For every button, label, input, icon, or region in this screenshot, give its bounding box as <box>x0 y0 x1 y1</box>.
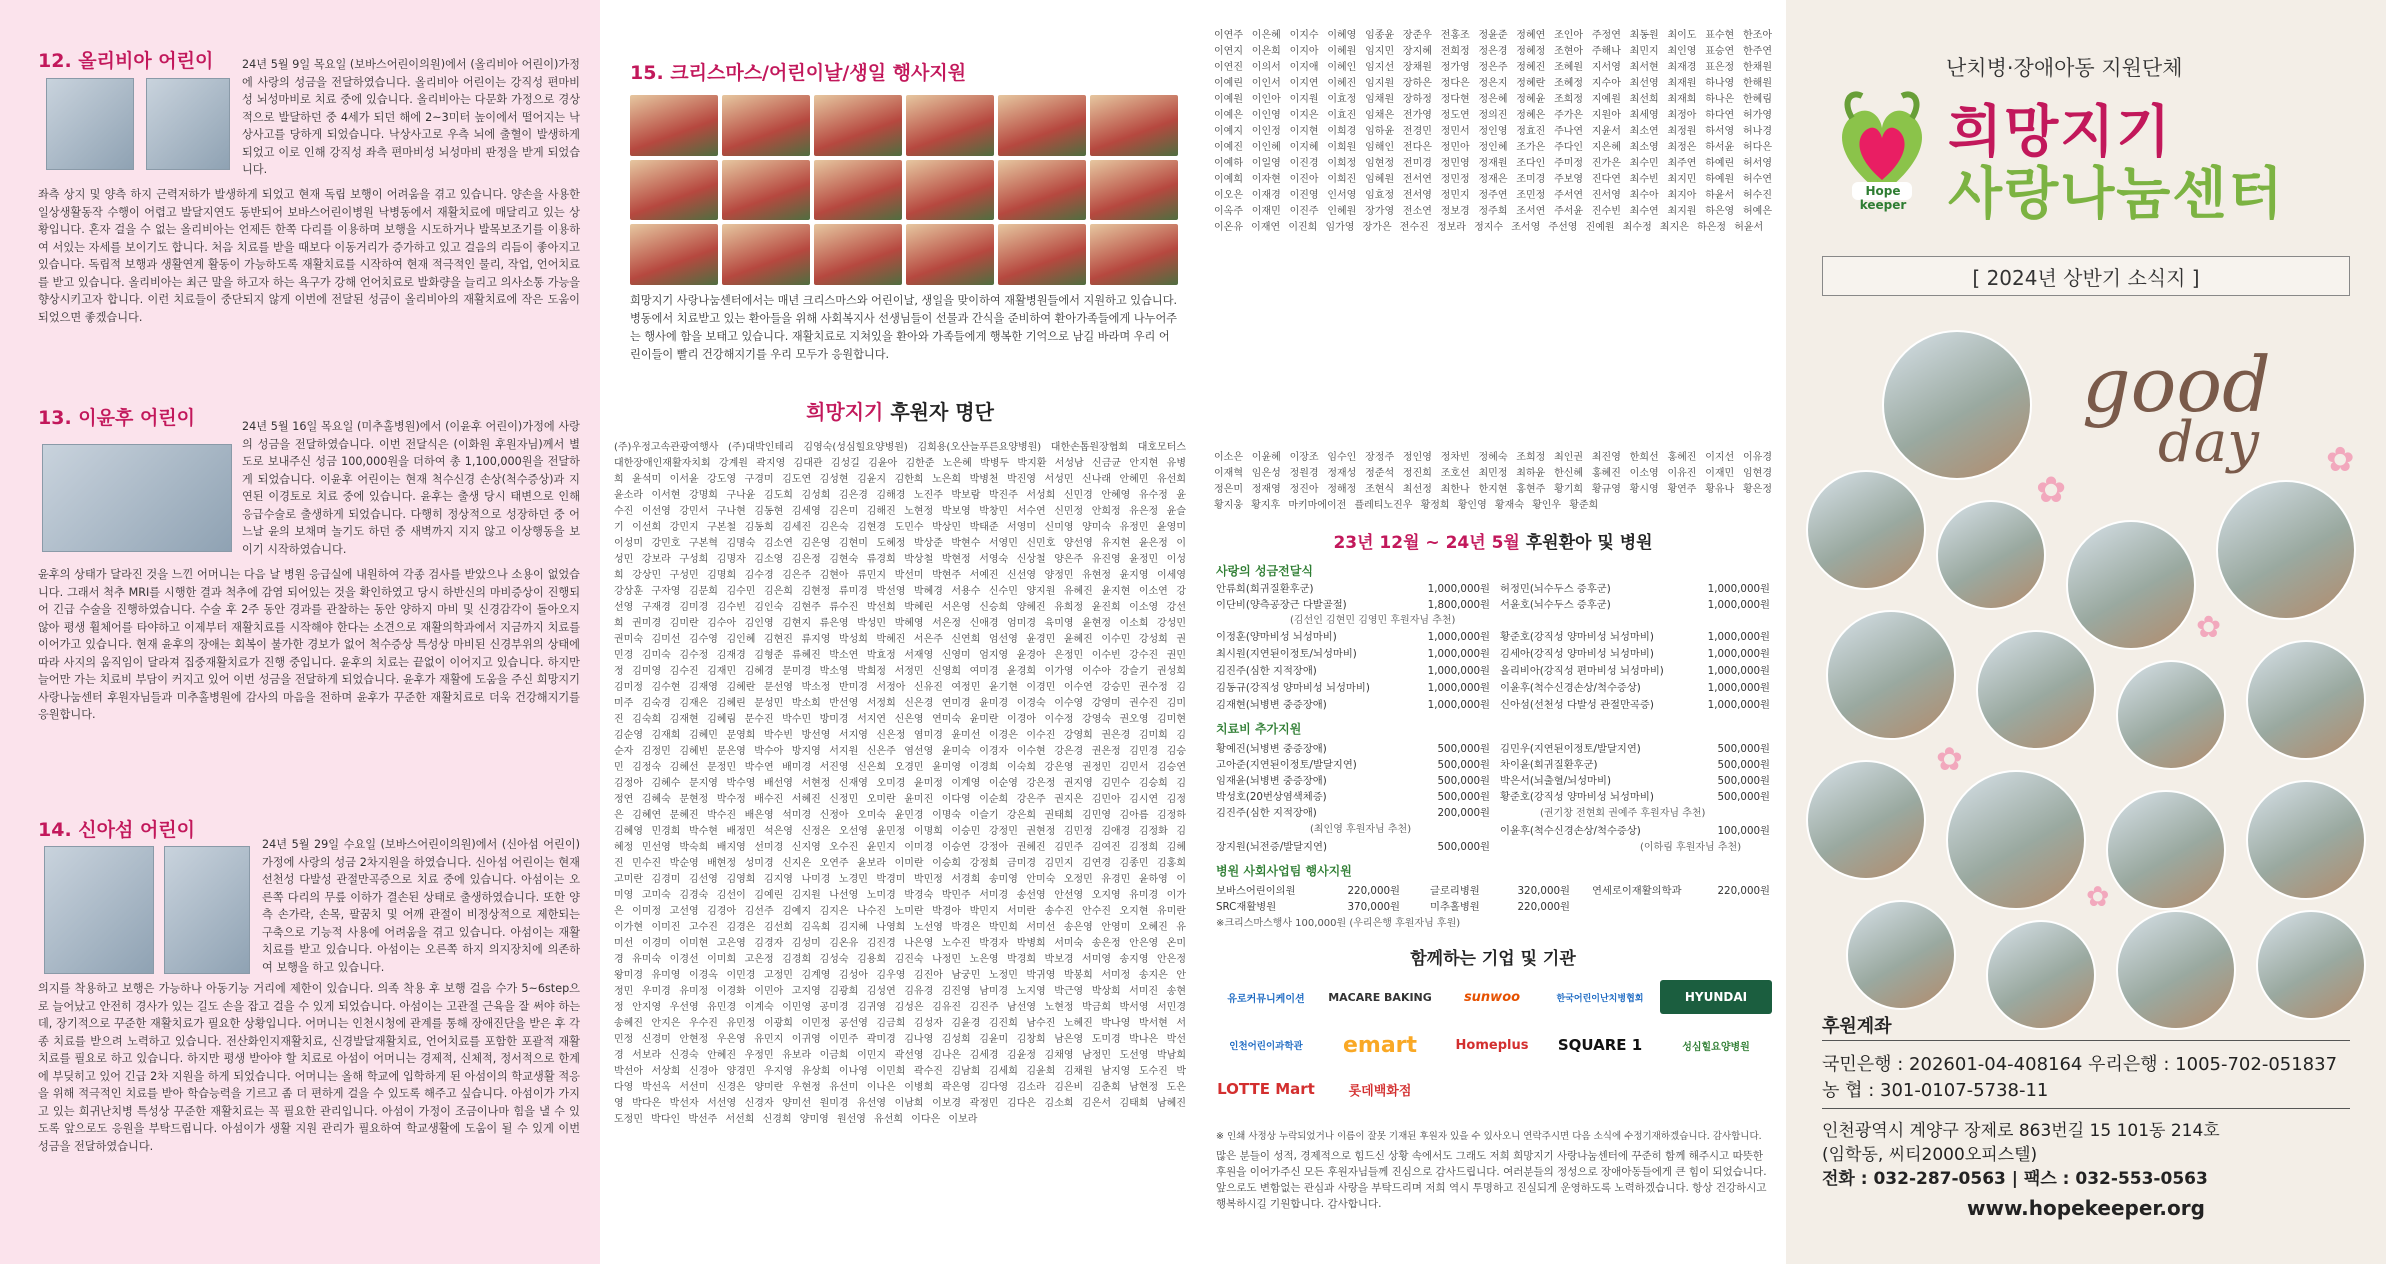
collage-photo <box>1826 610 1956 740</box>
donation-recipient: 김세아(강직성 양마비성 뇌성마비) <box>1500 648 1654 660</box>
donation-amount: 500,000원 <box>1437 841 1490 853</box>
donation-amount: 1,000,000원 <box>1427 682 1490 694</box>
donation-recipient: 김재현(뇌병변 중증장애) <box>1216 699 1327 711</box>
donation-recipient: 장지원(뇌전증/발달지연) <box>1216 841 1327 853</box>
collage-photo <box>1936 500 2046 610</box>
blossom-icon: ✿ <box>2326 440 2355 480</box>
blossom-icon: ✿ <box>2086 880 2110 913</box>
photo-olivia-1 <box>46 78 134 170</box>
collage-photo <box>2246 640 2366 760</box>
donation-recipient: 신아섬(선천성 다발성 관절만곡증) <box>1500 699 1654 711</box>
donation-recipient: 차이윤(회귀질환후군) <box>1500 759 1598 771</box>
donor-title-brand: 희망지기 <box>806 400 884 424</box>
collage-photo <box>2246 780 2366 900</box>
donation-note: (권기창 전현회 권예주 후원자님 추천) <box>1540 808 1706 819</box>
donation-amount: 220,000원 <box>1517 901 1570 913</box>
collage-photo <box>1986 920 2096 1030</box>
donation-recipient: 박은서(뇌출혈/뇌성마비) <box>1500 775 1611 787</box>
partner-logo: 한국어린이난치병협회 <box>1556 993 1644 1004</box>
partner-logo: 롯데백화점 <box>1348 1083 1412 1099</box>
address-line-2: (임학동, 씨티2000오피스텔) <box>1822 1145 2038 1165</box>
donation-amount: 1,000,000원 <box>1427 631 1490 643</box>
divider <box>1822 1040 2350 1041</box>
section-12-body: 좌측 상지 및 양측 하지 근력저하가 발생하게 되었고 현재 독립 보행이 어려움을 겪고 있습니다. 양손을 사용한 일상생활동작 수행이 어렵고 발달지연도 동반되어 보바스어린이병원 낙병동에서 재활치료에 매달리고 있는 상황입니다. 혼자 걸을 수 없는 올리비아는 언제든 한쪽 다리를 이용하며 보행을 시도하거나 발목보조기를 이용하여 서있는 자세를 보이기도 합니다. 처음 치료를 받을 때보다 이동거리가 증가하고 있고 걸음의 리듬이 좋아지고 있습니다. 독립적 보행과 생활연계 활동이 가능하도록 재활치료를 시작하여 현재 적극적인 물리, 작업, 언어치료를 받고 있습니다. 올리비아는 최근 말을 하고자 하는 욕구가 강해 언어치료로 발화량을 늘리고 의사소통 가능을 향상시키고자 합니다. 이런 치료들이 중단되지 않게 이번에 전달된 성금이 올리비아의 재활치료에 작은 도움이 되었으면 좋겠습니다. <box>38 188 580 324</box>
donation-note: (김선인 김현민 김영민 후원자님 추천) <box>1290 615 1456 626</box>
donation-recipient: 보바스어린이의원 <box>1216 885 1296 897</box>
logo-text: Hope keeper <box>1859 184 1907 212</box>
donation-recipient: 안류희(희귀질환후군) <box>1216 583 1314 595</box>
event-photo <box>722 224 810 285</box>
donation-amount: 1,000,000원 <box>1427 699 1490 711</box>
treatment-subtitle: 치료비 추가지원 <box>1216 722 1302 736</box>
event-photo <box>630 95 718 156</box>
donation-recipient: 이단비(양측공장근 다발골절) <box>1216 599 1347 611</box>
donation-amount: 220,000원 <box>1717 885 1770 897</box>
donation-recipient: 이정훈(양마비성 뇌성마비) <box>1216 631 1337 643</box>
donation-recipient: 황예진(뇌병변 중증장애) <box>1216 743 1327 755</box>
event-photo <box>998 224 1086 285</box>
donation-amount: 320,000원 <box>1517 885 1570 897</box>
section-13-title: 13. 이윤후 어린이 <box>38 407 196 429</box>
collage-photo <box>2216 480 2356 620</box>
donation-amount: 500,000원 <box>1717 759 1770 771</box>
donation-recipient: 박성호(20번상염색체증) <box>1216 791 1327 803</box>
collage-photo <box>1806 760 1926 880</box>
donor-names-list-2: 고미란 김경미 김선영 김영희 김지영 나미경 노경민 박경미 박민정 서경희 송미영 안미숙 오정민 유경민 윤하영 이미영 고미숙 김경숙 김선이 김예린 김지원 나선영 노미경 박경숙 박민주 서미경 송선영 안선영 오지영 유미경 이가은 이미정 고선영 김경아 김선주 김예지 김지은 나수진 노미란 박경아 박민지 서미란 송수진 안수진 오지현 유미란 이가현 이미진 고수진 김경은 김선희 김옥희 김지혜 나영희 노선영 박경은 박민희 서미선 송은영 안영미 오혜진 유미선 이경미 이미현 고은영 김경자 김성미 김온유 김진경 나은영 노수진 박경자 박병희 서미숙 송은정 안은영 온미경 유미숙 이경선 이미희 고은정 김경희 김성숙 김용희 김진숙 나정민 노은영 박경희 박보경 서미영 송지영 안은정 왕미경 유미영 이경옥 이민경 고정민 김계영 김성아 김우영 김진아 남궁민 노정민 박귀영 박봉희 서미정 송지은 안정민 우미경 유미정 이경화 이민아 고지영 김광희 김성연 김유경 김진영 남미경 노지영 박근영 박상희 서미진 송현정 안지영 우선영 유민경 이계숙 이민영 공미경 김귀영 김성은 김유진 김진주 남선영 노현정 박금희 박서영 서민경 송혜진 안지은 우수진 유민정 이광희 이민정 공선영 김금희 김성자 김윤경 김진희 남수진 노혜진 박나영 박서현 서민정 신경미 안현정 우은영 유민지 이귀영 이민주 곽미경 김나영 김성희 김윤미 김창희 남은영 도미경 박나은 박선경 서보라 신경숙 안혜진 우정민 유보라 이금희 이민지 곽선영 김나은 김세경 김윤정 김채영 남정민 도선영 박남희 박선아 서상희 신경아 양경민 우지영 유상희 이나영 이민희 곽수진 김남희 김세희 김윤희 김채원 남지영 도수진 박다영 박선옥 서선미 신경은 양미란 우현정 유선미 이나은 이병희 곽은영 김다영 김소라 김은비 김춘희 남현정 도은영 박다은 박선자 서선영 신경자 양미선 원미경 유선영 이남희 이보경 곽정민 김다은 김소희 김은서 김태희 남혜진 도정민 박다인 박선주 서선희 신경희 양미영 원선영 유선희 이다은 이보라 <box>614 874 1186 1125</box>
donation-amount: 500,000원 <box>1437 743 1490 755</box>
donation-amount: 1,800,000원 <box>1427 599 1490 611</box>
section-14-lead: 24년 5월 29일 수요일 (보바스어린이의원)에서 (신아섬 어린이)가정에 사랑의 성금 2차지원을 하였습니다. 신아섬 어린이는 현재 선천성 다발성 관절만곡증으로 치료 중에 있습니다. 아섬이는 오른쪽 다리의 무릎 이하가 결손된 상태로 출생하였습니다. 또한 양측 손가락, 손목, 팔꿈치 및 어깨 관절이 비정상적으로 제한되는 구축으로 기능적 사용에 어려움을 겪고 있습니다. 아섬이는 재활치료를 받고 있습니다. 아섬이는 오른쪽 하지 의지장치에 의존하여 보행을 하고 있습니다. <box>262 838 580 974</box>
event-photo <box>906 160 994 221</box>
event-photo <box>814 224 902 285</box>
edition-label: [ 2024년 상반기 소식지 ] <box>1822 256 2350 296</box>
donation-recipient: 서윤호(뇌수두스 증후군) <box>1500 599 1611 611</box>
hospital-event-subtitle: 병원 사회사업팀 행사지원 <box>1216 864 1352 878</box>
brand-name-line2 <box>1948 150 2285 230</box>
partner-logo: 유로커뮤니케이션 <box>1227 993 1305 1005</box>
donor-names-end: 이소은 이윤혜 이장조 임수인 장정주 정인영 정차빈 정혜숙 조희정 최인권 최진영 한희선 홍혜진 이지선 이유경 이재혁 임은성 정원경 정재성 정준석 정진희 조호선 최민정 최하윤 한신혜 홍혜진 이소영 이유진 이재민 임현경 정은미 정재영 정진아 정해정 조현식 최선정 최한나 한지현 홍현주 황기희 황규영 황시영 황연주 황유나 황은정 황지웅 황지후 마키마에이전 플레티노진우 황정희 황인영 황재숙 황인우 황준희 <box>1214 452 1772 511</box>
donation-recipient: 올리비아(강직성 편마비성 뇌성마비) <box>1500 665 1664 677</box>
donor-title-text: 후원자 명단 <box>883 400 994 424</box>
panel-support-list <box>1200 0 1786 1264</box>
event-photo <box>722 95 810 156</box>
donation-recipient: 임재윤(뇌병변 중증장애) <box>1216 775 1327 787</box>
donation-recipient: SRC재활병원 <box>1216 901 1277 913</box>
script-good: good <box>2082 340 2271 429</box>
collage-photo <box>1846 900 1956 1010</box>
donation-recipient: 이윤후(척수신경손상/척수증상) <box>1500 825 1641 837</box>
donation-recipient: 김민우(지연된이정토/발달지연) <box>1500 743 1641 755</box>
donation-note: ※크리스마스행사 100,000원 (우리은행 후원자님 후원) <box>1216 918 1461 929</box>
event-photo <box>998 160 1086 221</box>
collage-photo <box>1946 770 2086 910</box>
photo-aseom-2 <box>164 846 250 974</box>
donation-amount: 1,000,000원 <box>1707 583 1770 595</box>
donation-amount: 1,000,000원 <box>1707 682 1770 694</box>
donation-amount: 220,000원 <box>1347 885 1400 897</box>
donation-note: (최인영 후원자님 추천) <box>1310 824 1412 835</box>
donation-recipient: 김동규(강직성 양마비성 뇌성마비) <box>1216 682 1370 694</box>
donation-amount: 1,000,000원 <box>1707 631 1770 643</box>
collage-photo <box>2116 910 2236 1030</box>
donation-amount: 1,000,000원 <box>1427 583 1490 595</box>
donation-amount: 500,000원 <box>1717 743 1770 755</box>
partner-logo: 성심힐요양병원 <box>1682 1041 1750 1053</box>
event-photo <box>1090 160 1178 221</box>
donation-amount: 1,000,000원 <box>1707 699 1770 711</box>
event-photo <box>906 95 994 156</box>
photo-aseom-1 <box>44 846 154 974</box>
event-photo <box>722 160 810 221</box>
section-13-lead: 24년 5월 16일 목요일 (미추홀병원)에서 (이윤후 어린이)가정에 사랑의 성금을 전달하였습니다. 이번 전달식은 (이화원 후원자님)께서 별도로 보내주신 성금 100,000원을 더하여 총 1,100,000원을 전달하게 되었습니다. 이윤후 어린이는 현재 척수신경 손상(척수증상)과 지연된 이경토로 치료 중에 있습니다. 윤후는 출생 당시 태변으로 인해 응급수술로 출생하게 되었습니다. 다행히 정상적으로 성장하던 중 어느날 윤의 보채며 놀기도 하던 중 새벽까지 지지 않고 이상행동을 보이기 시작하였습니다. <box>242 420 580 556</box>
footnote: ※ 인쇄 사정상 누락되었거나 이름이 잘못 기재된 후원자 있을 수 있사오니 연락주시면 다음 소식에 수정기재하겠습니다. 감사합니다. <box>1216 1131 1762 1142</box>
donation-amount: 370,000원 <box>1347 901 1400 913</box>
period-range: 23년 12월 ~ 24년 5월 <box>1333 533 1520 553</box>
partner-logo: LOTTE Mart <box>1217 1080 1315 1098</box>
ceremony-subtitle: 사랑의 성금전달식 <box>1216 564 1313 578</box>
donor-names-list: (주)우정고속관광여행사 (주)대박인테리 김영숙(성심힐요양병원) 김희용(오산늘푸른요양병원) 대한손톱원장협회 대호모터스 대한장애인재활자치회 강계원 곽지영 김대관 김성길 김윤아 김한준 노은혜 박병두 박지환 서성남 신금균 안지현 유병희 윤석미 이서윤 강도영 구경미 김도연 김성현 김윤지 김한희 노은희 박병천 박진영 서성민 신나래 안혜민 유선희 윤소라 이서현 강명희 구나윤 김도희 김성희 김은경 김해경 노진주 박보람 박진주 서성희 신민경 안혜영 유수정 윤수진 이선영 강민서 구나현 김동현 김세영 김은미 김해진 노현정 박보영 박창민 서수연 신민정 안희정 유은정 윤슬기 이선희 강민지 구본철 김동희 김세진 김은숙 김현경 도민수 박상민 박태준 서영미 신미영 양미숙 유정민 윤영미 이성미 강민호 구본혁 김명숙 김소연 김은영 김현미 도혜정 박상준 박현수 서영민 신민호 양선영 유지현 윤은정 이성민 강보라 구성희 김명자 김소영 김은정 김현숙 류경희 박상철 박현정 서영숙 신상철 양은주 유진영 윤정민 이성희 강상민 구성민 김명희 김수경 김은주 김현아 류민지 박선미 박현주 서예진 신선영 양정민 유현정 윤지영 이세영 강상훈 구자영 김문희 김수민 김은희 김현정 류미경 박선영 박혜경 서용수 신수민 양지원 유혜진 윤지현 이소연 강선영 구재경 김미경 김수빈 김인숙 김현주 류수진 박선희 박혜린 서은영 신승희 양혜진 유희정 윤진희 이소영 강선희 권미경 김미란 김수아 김인영 김현지 류은영 박성민 박혜영 서은정 신애경 엄미경 육미영 윤현정 이소희 강성민 권미숙 김미선 김수영 김인혜 김현진 류지영 박성희 박혜진 서은주 신연희 엄선영 윤경민 윤혜진 이수민 강성희 권민경 김미숙 김수정 김재경 김형준 류혜진 박소연 박효정 서재영 신영미 엄지영 윤경아 은정민 이수빈 강수진 권민정 김미영 김수진 김재민 김혜경 문미경 박소영 박희정 서정민 신영희 여미경 윤경희 이가영 이수아 강슬기 권성희 김미정 김수현 김재영 김혜란 문선영 박소정 반미경 서정아 신유진 여정민 윤기현 이경민 이수연 강승민 권수정 김미주 김숙경 김재은 김혜린 문성민 박소희 반선영 서정희 신은경 연미경 윤미경 이경숙 이수영 강영미 권수진 김미진 김숙희 김재현 김혜림 문수진 박수민 방미경 서지연 신은영 연미숙 윤미란 이경아 이수정 강영숙 권오영 김미현 김순영 김재희 김혜민 문영희 박수빈 방선영 서지영 신은정 염미경 윤미선 이경은 이수진 강영희 권은경 김미희 김순자 김정민 김혜빈 문은영 박수아 방지영 서지원 신은주 염선영 윤미숙 이경자 이수현 강은경 권은정 김민경 김승민 김정숙 김혜선 문정민 박수연 배미경 서진영 신은희 오경민 윤미영 이경희 이숙희 강은영 권정민 김민서 김승연 김정아 김혜수 문지영 박수영 배선영 서현정 신재영 오미경 윤미정 이계영 이순영 강은정 권지영 김민수 김승희 김정연 김혜숙 문현정 박수정 배수진 서혜진 신정민 오미란 윤미진 이다영 이순희 강은주 권지은 김민아 김시연 김정은 김혜연 문혜진 박수진 배은영 석미경 신정아 오미숙 윤민경 이명숙 이슬기 강은희 권태희 김민영 김아름 김정하 김혜영 민경희 박수현 배정민 석은영 신정은 오선영 윤민정 이명희 이승민 강정민 권현정 김민정 김애경 김정화 김혜정 민선영 박숙희 배지영 선미경 신지영 오수진 윤민지 이미경 이승연 강정아 권혜진 김민주 김여진 김정희 김혜진 민수진 박순영 배현정 성미경 신지은 오연주 윤보라 이미란 이승희 강정희 금미경 김민지 김연경 김종민 김홍희 <box>614 442 1186 869</box>
donation-recipient: 허정민(뇌수두스 증후군) <box>1500 583 1611 595</box>
donation-amount: 1,000,000원 <box>1427 665 1490 677</box>
donation-recipient: 최시원(지연된이정토/뇌성마비) <box>1216 648 1357 660</box>
account-line-2: 농 협 : 301-0107-5738-11 <box>1822 1080 2049 1101</box>
partners-title: 함께하는 기업 및 기관 <box>1410 949 1576 969</box>
donation-recipient: 김진주(심한 지적장애) <box>1216 665 1317 677</box>
partner-logo: SQUARE 1 <box>1557 1036 1643 1054</box>
donation-amount: 1,000,000원 <box>1707 648 1770 660</box>
panel-cover <box>1786 0 2386 1264</box>
partner-logo: 인천어린이과학관 <box>1229 1041 1303 1052</box>
section-12-lead: 24년 5월 9일 목요일 (보바스어린이의원)에서 (올리비아 어린이)가정에 사랑의 성금을 전달하였습니다. 올리비아 어린이는 강직성 편마비성 뇌성마비로 치료 중에 있습니다. 올리비아는 다문화 가정으로 경상적으로 발달하던 중 4세가 되던 해에 2~3미터 높이에서 떨어지는 낙상사고를 당하게 되었습니다. 낙상사고로 우측 뇌에 출혈이 발생하게 되었고 이로 인해 강직성 좌측 편마비성 뇌성마비 판정을 받게 되었습니다. <box>242 58 580 176</box>
collage-photo <box>2116 660 2226 770</box>
event-photo <box>1090 224 1178 285</box>
section-14-title: 14. 신아섬 어린이 <box>38 819 196 841</box>
photo-yoonhu <box>42 444 232 552</box>
event-photo <box>630 160 718 221</box>
donation-recipient: 미추홀병원 <box>1430 901 1480 913</box>
closing-message: 많은 분들이 성적, 경제적으로 힘드신 상황 속에서도 그래도 저희 희망지기 사랑나눔센터에 꾸준히 함께 해주시고 따뜻한 후원을 이어가주신 모든 후원자님들께 진심으로 감사드립니다. 여러분들의 정성으로 장애아동들에게 큰 힘이 되었습니다. 앞으로도 변함없는 관심과 사랑을 부탁드리며 저희 역시 투명하고 진실되게 운영하도록 노력하겠습니다. 항상 건강하시고 행복하시길 기원합니다. 감사합니다. <box>1216 1150 1767 1210</box>
event-photo <box>814 160 902 221</box>
section-15-body: 희망지기 사랑나눔센터에서는 매년 크리스마스와 어린이날, 생일을 맞이하여 재활병원들에서 지원하고 있습니다. 병동에서 치료받고 있는 환아들을 위해 사회복지사 선생님들이 선물과 간식을 준비하여 환아가족들에게 나누어주는 행사에 함을 보태고 있습니다. 재활치료로 지쳐있을 환아와 가족들에게 행복한 기억으로 남길 바라며 우리 어린이들이 빨리 건강해지기를 우리 모두가 응원합니다. <box>630 294 1178 361</box>
donation-note: (이하림 후원자님 추천) <box>1640 842 1742 853</box>
donation-recipient: 황준호(강직성 양마비성 뇌성마비) <box>1500 631 1654 643</box>
photo-olivia-2 <box>146 78 230 170</box>
account-line-1: 국민은행 : 202601-04-408164 우리은행 : 1005-702-051837 <box>1822 1054 2338 1075</box>
donation-recipient: 글로리병원 <box>1430 885 1480 897</box>
blossom-icon: ✿ <box>1936 740 1963 778</box>
donation-recipient: 고아준(지연된이정토/발달지연) <box>1216 759 1357 771</box>
brand-hope: 희망지기 <box>1948 100 2173 165</box>
collage-photo <box>1976 630 2096 750</box>
period-title <box>1200 528 1786 553</box>
blossom-icon: ✿ <box>2196 610 2222 645</box>
donation-recipient: 김진주(심한 지적장애) <box>1216 807 1317 819</box>
collage-photo <box>2106 790 2226 910</box>
section-13-body: 윤후의 상태가 달라진 것을 느낀 어머니는 다음 날 병원 응급실에 내원하여 각종 검사를 받았으나 소용이 없었습니다. 그래서 척추 MRI를 시행한 결과 척추에 감염 되어있는 것을 확인하였고 당시 하반신의 마비증상이 진행되어 긴급 수술을 진행하였습니다. 수술 후 2주 동안 경과를 관찰하는 동안 양하지 마비 및 신경감각이 돌아오지 않아 평생 휠체어를 타야하고 이제부터 재활치료를 시작해야 한다는 소견으로 재활의학과에서 지금까지 치료를 이어가고 있습니다. 현재 윤후의 장애는 회복이 불가한 경보가 없어 척수증상 특성상 마비된 신경부위의 상태에 따라 사지의 움직임이 달라져 집중재활치료가 진행 중입니다. 윤후의 치료는 끝없이 이어지고 있습니다. 하지만 늘어만 가는 치료비 부담이 커지고 있어 이번 성금을 전달하게 되었습니다. 윤후가 재활에 도움을 주신 희망지기 사랑나눔센터 후원자님들과 미추홀병원에 감사의 마음을 전하며 윤후가 꾸준한 재활치료로 더욱 건강해지기를 응원합니다. <box>38 568 580 721</box>
donation-amount: 500,000원 <box>1437 759 1490 771</box>
partner-logo: emart <box>1342 1032 1418 1058</box>
event-photo <box>1090 95 1178 156</box>
divider <box>1822 1108 2350 1109</box>
donation-amount: 500,000원 <box>1437 791 1490 803</box>
partner-logo: MACARE BAKING <box>1328 990 1432 1004</box>
event-photo <box>630 224 718 285</box>
contact-line: 전화 : 032-287-0563 | 팩스 : 032-553-0563 <box>1822 1169 2208 1189</box>
donation-amount: 500,000원 <box>1717 775 1770 787</box>
event-photo <box>906 224 994 285</box>
website-url[interactable]: www.hopekeeper.org <box>1967 1196 2205 1220</box>
panel-events-donors <box>600 0 1200 1264</box>
section-14-body: 의지를 착용하고 보행은 가능하나 아동기능 거리에 제한이 있습니다. 의족 착용 후 보행 걸음 수가 5~6step으로 늘어났고 안전히 경사가 있는 길도 손을 잡고 걸을 수 있게 되었습니다. 아섬이는 고관절 근육을 잘 써야 하는데, 장기적으로 꾸준한 재활치료가 필요한 상황입니다. 어머니는 인천시청에 관계를 통해 장애진단을 받은 후 각종 치료를 받으려 노력하고 있습니다. 전산화인지재활치료, 신경발달재활치료, 언어치료를 포함한 포괄적 재활치료를 필요로 하고 있습니다. 하지만 평생 받아야 할 치료로 아섬이 어머니는 경제적, 신체적, 정서적으로 한계에 부딪히고 있어 긴급 2차 지원을 하게 되었습니다. 어머니는 올해 학교에 입학하게 된 아섬이의 학교생활 적응을 위해 적극적인 치료를 받아 학습능력을 기르고 좀 더 편하게 걸을 수 있도록 해주고 싶습니다. 아섬이가 가지고 있는 희귀난치병 특성상 꾸준한 재활치료는 꼭 필요한 관리입니다. 아섬이 가정이 조금이나마 힘을 낼 수 있도록 앞으로도 응원을 부탁드립니다. 아섬이가 생활 지원 관리가 필요하여 학교생활에 도움이 될 수 있게 이번 성금을 전달하였습니다. <box>38 982 580 1153</box>
donation-recipient: 황준호(강직성 양마비성 뇌성마비) <box>1500 791 1654 803</box>
script-day: day <box>2158 410 2259 475</box>
donation-amount: 500,000원 <box>1717 791 1770 803</box>
collage-photo <box>2256 910 2366 1020</box>
event-photo <box>998 95 1086 156</box>
donation-amount: 500,000원 <box>1437 775 1490 787</box>
org-subtitle: 난치병·장애아동 지원단체 <box>1946 56 2183 80</box>
section-12-title: 12. 올리비아 어린이 <box>38 50 214 72</box>
collage-photo <box>2066 520 2196 650</box>
collage-photo <box>1882 330 2032 480</box>
partner-logo: sunwoo <box>1463 989 1521 1005</box>
donation-amount: 100,000원 <box>1717 825 1770 837</box>
donation-amount: 200,000원 <box>1437 807 1490 819</box>
partner-logo: HYUNDAI <box>1660 980 1772 1014</box>
collage-photo <box>1806 470 1926 590</box>
account-title: 후원계좌 <box>1822 1016 1892 1037</box>
partner-logo: Homeplus <box>1455 1037 1529 1053</box>
period-label: 후원환아 및 병원 <box>1519 533 1653 553</box>
donation-recipient: 이윤후(척수신경손상/척수증상) <box>1500 682 1641 694</box>
section-15-title: 15. 크리스마스/어린이날/생일 행사지원 <box>630 62 967 84</box>
donation-amount: 1,000,000원 <box>1707 665 1770 677</box>
donor-names-continued: 이연주 이은혜 이지수 이혜영 임종윤 장준우 전홍조 정윤준 정혜연 조인아 주정연 최동원 최이도 표수현 한조아 이연지 이은희 이지아 이혜원 임지민 장지혜 전희정 정은경 정혜정 조현아 주해나 최민지 최인영 표승연 한주연 이연진 이의서 이지애 이혜인 임지선 장채원 정가영 정은주 정혜진 조혜원 지서영 최서현 최재경 표은정 한채원 이예린 이인서 이지연 이혜진 임지원 장하은 정다은 정은지 정혜란 조혜정 지수아 최선영 최재원 하나영 한해원 이예원 이인아 이지원 이효정 임채원 장하정 정다현 정은혜 정혜윤 조희정 지예원 최선희 최재희 하나은 한혜림 이예은 이인영 이지은 이효진 임채은 전가영 정도연 정의진 정혜은 주가은 지원아 최세영 최정아 하다연 허가영 이예지 이인정 이지현 이희경 임하윤 전경민 정민서 정인영 정효진 주나연 지윤서 최소연 최정원 하서영 허나경 이예진 이인혜 이지혜 이희원 임해인 전다은 정민아 정인혜 조가은 주다인 지은혜 최소영 최정은 하서윤 허다은 이예하 이일영 이진경 이희정 임현정 전미경 정민영 정재원 조다인 주미정 진가은 최수민 최주연 하예린 허서영 이예희 이자현 이진아 이희진 임혜원 전서연 정민정 정재은 조미경 주보영 진다연 최수빈 최지민 하예원 허수연 이오은 이재경 이진영 인서영 임효정 전서영 정민지 정주연 조민정 주서연 진서영 최수아 최지아 하윤서 허수진 이옥주 이재민 이진주 인혜원 장가영 전소연 정보경 정주희 조서연 주서윤 진수빈 최수연 최지원 하은영 허예은 이온유 이재연 이진희 임가영 장가은 전수진 정보라 정지수 조서영 주선영 진예원 최수정 최지은 하은정 허윤서 <box>1214 30 1772 233</box>
donation-recipient: 연세로이재활의학과 <box>1592 885 1682 897</box>
donation-amount: 1,000,000원 <box>1427 648 1490 660</box>
donation-amount: 1,000,000원 <box>1707 599 1770 611</box>
donor-list-title <box>600 396 1200 425</box>
panel-children-stories <box>0 0 600 1264</box>
event-photo <box>814 95 902 156</box>
address-line-1: 인천광역시 계양구 장제로 863번길 15 101동 214호 <box>1822 1121 2220 1141</box>
event-photo-grid <box>630 95 1178 285</box>
blossom-icon: ✿ <box>2036 470 2067 511</box>
brand-center: 사랑나눔센터 <box>1948 162 2285 227</box>
